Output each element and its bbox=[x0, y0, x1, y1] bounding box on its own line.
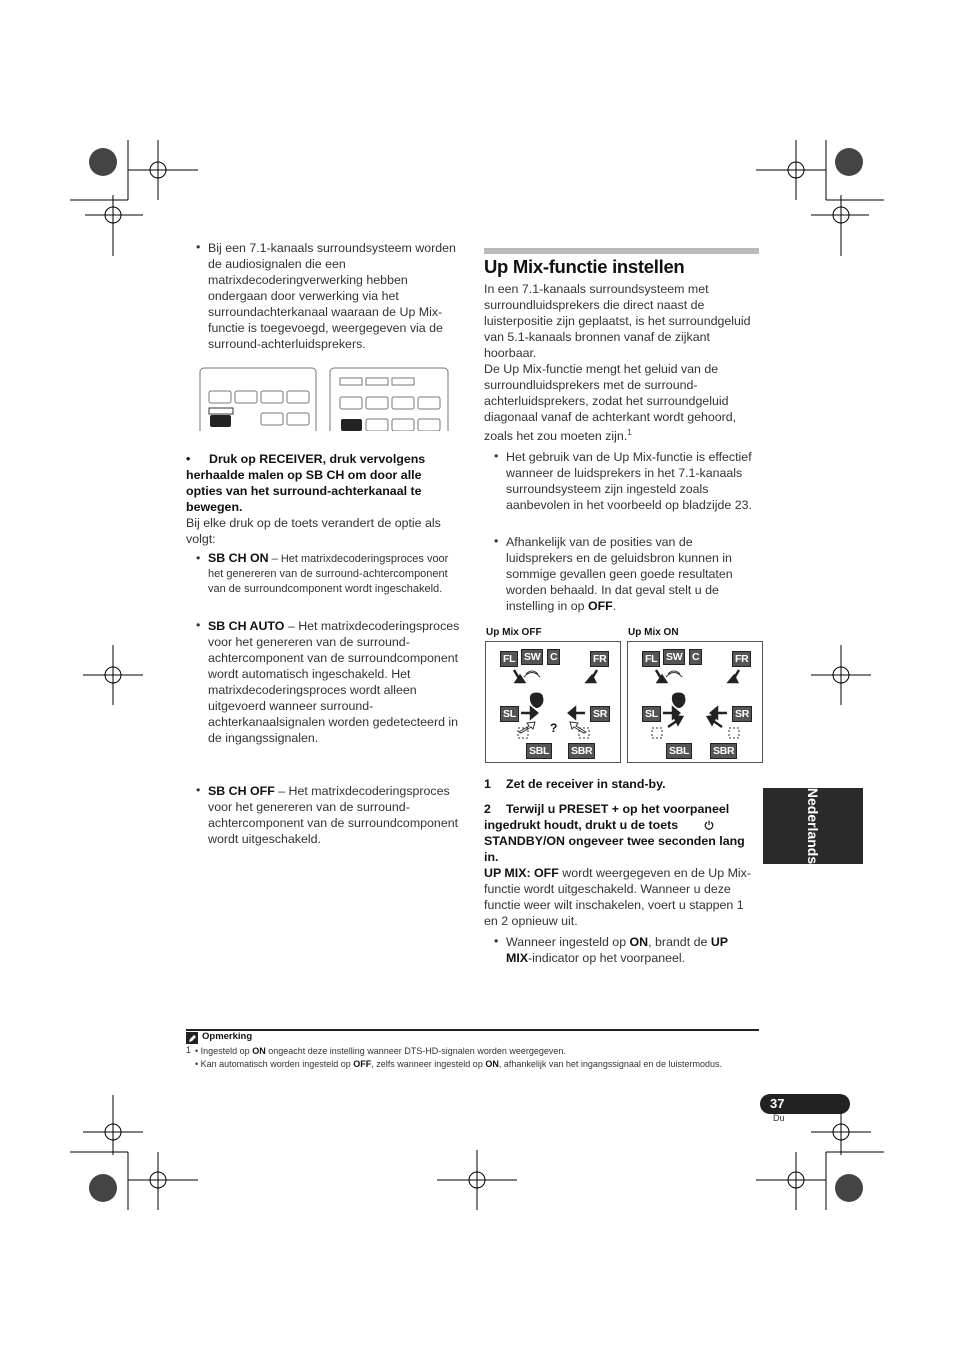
bullet: • bbox=[196, 240, 201, 254]
text: Afhankelijk van de posities van de luidsprekers en de geluidsbron kunnen in sommige gevallen geen goede resultaten worden behaald. In dat geval stelt u de instelling in op bbox=[506, 535, 733, 613]
speaker-sbl: SBL bbox=[666, 743, 692, 759]
text: Terwijl u PRESET + op het voorpaneel ingedrukt houdt, drukt u de toets bbox=[484, 802, 730, 832]
text-bold: ON bbox=[629, 935, 649, 949]
bullet: • bbox=[196, 551, 201, 565]
option-name: SB CH ON bbox=[208, 551, 269, 565]
text: • Ingesteld op bbox=[195, 1046, 253, 1056]
note-rule bbox=[186, 1029, 759, 1031]
bullet: • bbox=[196, 618, 201, 632]
step-instruction: Druk op RECEIVER, druk vervolgens herhaalde malen op SB CH om door alle opties van het surround-achterkanaal te bewegen. bbox=[186, 452, 426, 514]
speaker-sbl: SBL bbox=[526, 743, 552, 759]
option-text: – Het matrixdecoderingsproces voor het genereren van de surround-achtercomponent van de surroundcomponent wordt automatisch ingeschakeld. Het matrixdecoderingsproces wordt alleen uitgevoerd wanneer surround-achterkanaalsignalen worden gedetecteerd in de ingangssignalen. bbox=[208, 619, 460, 745]
text: , afhankelijk van het ingangssignaal en de luistermodus. bbox=[498, 1059, 722, 1069]
upmix-paragraph bbox=[484, 361, 756, 444]
text: • Kan automatisch worden ingesteld op bbox=[195, 1059, 354, 1069]
section-title: Up Mix-functie instellen bbox=[484, 256, 685, 277]
speaker-sbr: SBR bbox=[568, 743, 595, 759]
note-icon bbox=[186, 1032, 198, 1044]
option-text: – Het matrixdecoderingsproces voor het genereren van de surround-achtercomponent van de surroundcomponent wordt ingeschakeld. bbox=[208, 553, 449, 595]
note-title: Opmerking bbox=[202, 1031, 253, 1042]
bullet-indicator bbox=[506, 934, 756, 966]
step2-number: 2 bbox=[484, 802, 491, 816]
note-line-1 bbox=[195, 1045, 755, 1057]
text-bold: UP MIX bbox=[506, 935, 728, 965]
text-bold: ON bbox=[485, 1059, 499, 1069]
intro-bullet-text: Bij een 7.1-kanaals surroundsysteem worden de audiosignalen die een matrixdecoderingverwerking hebben ondergaan door verwerking via het surroundachterkanaal waaraan de Up Mix-functie is toegevoegd, weergegeven via de surround-achterluidsprekers. bbox=[208, 241, 456, 351]
option-sb-ch-on bbox=[208, 551, 463, 597]
option-text: – Het matrixdecoderingsproces voor het genereren van de surround-achtercomponent van de surroundcomponent wordt uitgeschakeld. bbox=[208, 784, 459, 846]
power-icon bbox=[682, 818, 692, 828]
option-sb-ch-off bbox=[208, 783, 463, 847]
page-number: 37 bbox=[770, 1096, 785, 1111]
diagram-off-label: Up Mix OFF bbox=[486, 627, 542, 638]
note-number: 1 bbox=[186, 1045, 192, 1055]
intro-paragraph: In een 7.1-kanaals surroundsysteem met surroundluidsprekers die direct naast de luisterpositie zijn geplaatst, is het surroundgeluid van 5.1-kanaals bronnen vanaf de zijkant hoorbaar. bbox=[484, 282, 751, 360]
speaker-fl: FL bbox=[642, 651, 660, 667]
speaker-sr: SR bbox=[590, 706, 610, 722]
bullet: • bbox=[196, 783, 201, 797]
speaker-sbr: SBR bbox=[710, 743, 737, 759]
page-number-badge bbox=[760, 1094, 850, 1114]
speaker-sr: SR bbox=[732, 706, 752, 722]
display-text: UP MIX: OFF bbox=[484, 866, 559, 880]
text: , brandt de bbox=[648, 935, 711, 949]
speaker-c: C bbox=[547, 649, 560, 665]
bullet: • bbox=[494, 534, 499, 548]
text: STANDBY/ON ongeveer twee seconden lang in. bbox=[484, 834, 745, 864]
speaker-fr: FR bbox=[590, 651, 609, 667]
step2-text bbox=[484, 801, 756, 865]
diagram-up-mix-off bbox=[485, 641, 621, 763]
question-mark: ? bbox=[550, 721, 558, 735]
option-name: SB CH AUTO bbox=[208, 619, 285, 633]
text: ongeacht deze instelling wanneer DTS-HD-signalen worden weergegeven. bbox=[265, 1046, 566, 1056]
text-bold: OFF bbox=[353, 1059, 372, 1069]
language-tab-label: Nederlands bbox=[805, 787, 821, 865]
remote-control-illustration bbox=[199, 367, 449, 431]
footnote-ref: 1 bbox=[627, 428, 632, 437]
diagram-on-label: Up Mix ON bbox=[628, 627, 679, 638]
bullet-effective: Het gebruik van de Up Mix-functie is effectief wanneer de luidsprekers in het 7.1-kanaals surroundsysteem zijn ingesteld zoals aanbevolen in het voorbeeld op bladzijde 23. bbox=[506, 450, 752, 512]
step1-text: Zet de receiver in stand-by. bbox=[506, 777, 666, 791]
bullet-positions bbox=[506, 534, 756, 614]
text: -indicator op het voorpaneel. bbox=[528, 951, 686, 965]
text-bold: ON bbox=[252, 1046, 266, 1056]
speaker-sl: SL bbox=[500, 706, 519, 722]
speaker-c: C bbox=[689, 649, 702, 665]
diagram-up-mix-on bbox=[627, 641, 763, 763]
section-rule bbox=[484, 248, 759, 254]
bullet: • bbox=[494, 934, 499, 948]
bullet: • bbox=[494, 449, 499, 463]
note-line-2 bbox=[195, 1058, 755, 1070]
speaker-sw: SW bbox=[521, 649, 543, 665]
text: Wanneer ingesteld op bbox=[506, 935, 630, 949]
speaker-sl: SL bbox=[642, 706, 661, 722]
step-note: Bij elke druk op de toets verandert de optie als volgt: bbox=[186, 516, 441, 546]
option-name: SB CH OFF bbox=[208, 784, 275, 798]
option-sb-ch-auto bbox=[208, 618, 463, 746]
speaker-fl: FL bbox=[500, 651, 518, 667]
text: , zelfs wanneer ingesteld op bbox=[371, 1059, 486, 1069]
text-bold: OFF bbox=[587, 599, 613, 613]
step-bullet: • bbox=[186, 452, 191, 466]
page-lang: Du bbox=[773, 1113, 785, 1123]
speaker-fr: FR bbox=[732, 651, 751, 667]
speaker-sw: SW bbox=[663, 649, 685, 665]
upmix-paragraph-text: De Up Mix-functie mengt het geluid van de surroundluidsprekers met de surround-achterluidsprekers, zodat het surroundgeluid diagonaal vanaf de achterkant wordt gehoord, zoals het zou moeten zijn. bbox=[484, 362, 737, 444]
text: . bbox=[612, 599, 617, 613]
text: wordt weergegeven en de Up Mix-functie wordt uitgeschakeld. Wanneer u deze functie weer wilt inschakelen, voert u stappen 1 en 2 opnieuw uit. bbox=[484, 866, 751, 928]
language-tab bbox=[763, 788, 863, 864]
step1-number: 1 bbox=[484, 777, 491, 791]
upmix-off-result bbox=[484, 865, 756, 929]
